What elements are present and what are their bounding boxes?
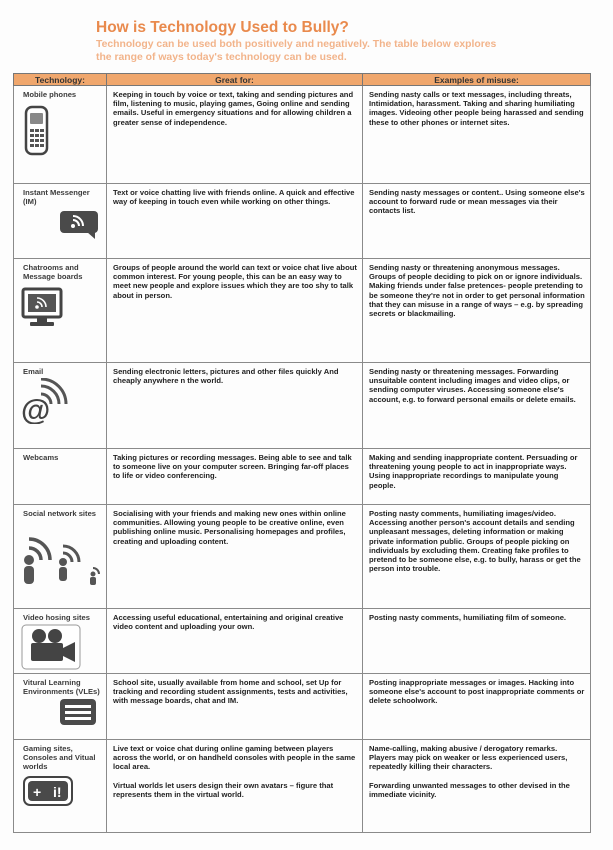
misuse-cell: Sending nasty calls or text messages, including threats, Intimidation, harassment. Taking and sharing humiliating images. Videoing other people being harassed and sending these to other phones or internet sites. — [363, 86, 591, 184]
technology-cell — [14, 609, 107, 674]
social-network-icon — [21, 524, 103, 588]
great-for-cell: Socialising with your friends and making new ones within online communities. Allowing young people to be creative online, even publishing online music. Personalising homepages and profiles, creating and uploading content. — [107, 505, 363, 609]
svg-text:@: @ — [21, 394, 51, 425]
great-for-cell: Taking pictures or recording messages. Being able to see and talk to someone live on your computer screen. Bringing far-off places to life or video conferencing. — [107, 449, 363, 505]
table-header-row — [14, 74, 591, 86]
technology-cell — [14, 740, 107, 833]
technology-name: Instant Messenger (IM) — [23, 188, 90, 207]
game-console-icon — [23, 776, 103, 808]
misuse-paragraph: Forwarding unwanted messages to other devised in the immediate vicinity. — [369, 780, 570, 799]
technology-name: Email — [23, 367, 44, 376]
mobile-phone-icon — [23, 105, 103, 159]
table-row — [14, 505, 591, 609]
svg-text:i!: i! — [53, 783, 62, 800]
great-for-paragraph: Live text or voice chat during online gaming between players across the world, or on handheld consoles with people in the same local area. — [113, 744, 356, 772]
table-row — [14, 86, 591, 184]
message-board-icon — [59, 698, 103, 730]
technology-name: Webcams — [23, 453, 59, 462]
monitor-icon — [21, 287, 103, 331]
misuse-cell: Sending nasty or threatening anonymous messages. Groups of people deciding to pick on or ignore individuals. Making friends under false pretences- people pretending to be someone they're not in order to get personal information that they can misuse in a range of ways – e.g. by spreading secrets or blackmailing. — [363, 259, 591, 363]
table-row — [14, 609, 591, 674]
technology-name: Chatrooms and Message boards — [23, 263, 83, 282]
table-row — [14, 259, 591, 363]
table-row — [14, 363, 591, 449]
technology-cell — [14, 86, 107, 184]
great-for-paragraph: Virtual worlds let users design their own avatars – figure that represents them in the virtual world. — [113, 780, 334, 799]
great-for-cell: Sending electronic letters, pictures and other files quickly And cheaply anywhere n the world. — [107, 363, 363, 449]
misuse-cell: Sending nasty messages or content.. Using someone else's account to forward rude or mean messages via their contacts list. — [363, 184, 591, 259]
misuse-cell: Posting nasty comments, humiliating film of someone. — [363, 609, 591, 674]
technology-cell — [14, 184, 107, 259]
great-for-cell: Groups of people around the world can text or voice chat live about common interest. For young people, this can be an easy way to meet new people and explore issues which they are too shy to talk about in person. — [107, 259, 363, 363]
column-header-technology: Technology: — [14, 74, 107, 86]
page-title: How is Technology Used to Bully? — [96, 19, 349, 36]
table-row — [14, 674, 591, 740]
video-camera-icon — [21, 624, 103, 672]
chat-bubble-icon — [59, 210, 103, 242]
technology-name: Gaming sites, Consoles and Vitual worlds — [23, 744, 96, 772]
table-row — [14, 740, 591, 833]
svg-text:+: + — [33, 783, 42, 800]
great-for-cell: Text or voice chatting live with friends online. A quick and effective way of keeping in touch even while working on other things. — [107, 184, 363, 259]
misuse-cell — [363, 740, 591, 833]
misuse-cell: Making and sending inappropriate content. Persuading or threatening young people to act in inappropriate ways. Using inappropriate recordings to manipulate young people. — [363, 449, 591, 505]
great-for-cell: Accessing useful educational, entertaining and original creative video content and uploading your own. — [107, 609, 363, 674]
misuse-cell: Posting nasty comments, humiliating images/video. Accessing another person's account details and sending unpleasant messages, deleting information or making private information public. Groups of people picking on individuals by excluding them. Creating fake profiles to pretend to be someone else, e.g. to bully, harass or get the person into trouble. — [363, 505, 591, 609]
technology-name: Mobile phones — [23, 90, 77, 99]
great-for-cell: Keeping in touch by voice or text, taking and sending pictures and film, listening to music, playing games, Going online and sending emails. Useful in emergency situations and for allowing children a greater sense of independence. — [107, 86, 363, 184]
technology-cell — [14, 505, 107, 609]
column-header-misuse: Examples of misuse: — [363, 74, 591, 86]
great-for-cell: School site, usually available from home and school, set Up for tracking and recording student assignments, tests and activities, with message boards, chat and IM. — [107, 674, 363, 740]
technology-name: Social network sites — [23, 509, 97, 518]
technology-name: Vitural Learning Environments (VLEs) — [23, 678, 100, 697]
page-subtitle: Technology can be used both positively and negatively. The table below explores the range of ways today's technology can be used. — [96, 39, 497, 63]
email-at-icon — [19, 378, 103, 426]
technology-table — [13, 73, 591, 833]
table-row — [14, 449, 591, 505]
technology-name: Video hosing sites — [23, 613, 90, 622]
table-row — [14, 184, 591, 259]
technology-cell — [14, 363, 107, 449]
misuse-cell: Posting inappropriate messages or images. Hacking into someone else's account to post inappropriate comments or delete schoolwork. — [363, 674, 591, 740]
technology-cell — [14, 674, 107, 740]
misuse-cell: Sending nasty or threatening messages. Forwarding unsuitable content including images and video clips, or sending computer viruses. Accessing someone else's account, e.g. to forward personal emails or delete emails. — [363, 363, 591, 449]
great-for-cell — [107, 740, 363, 833]
misuse-paragraph: Name-calling, making abusive / derogatory remarks. Players may pick on weaker or less experienced users, repeatedly killing their characters. — [369, 744, 568, 772]
technology-cell — [14, 449, 107, 505]
technology-cell — [14, 259, 107, 363]
column-header-great-for: Great for: — [107, 74, 363, 86]
